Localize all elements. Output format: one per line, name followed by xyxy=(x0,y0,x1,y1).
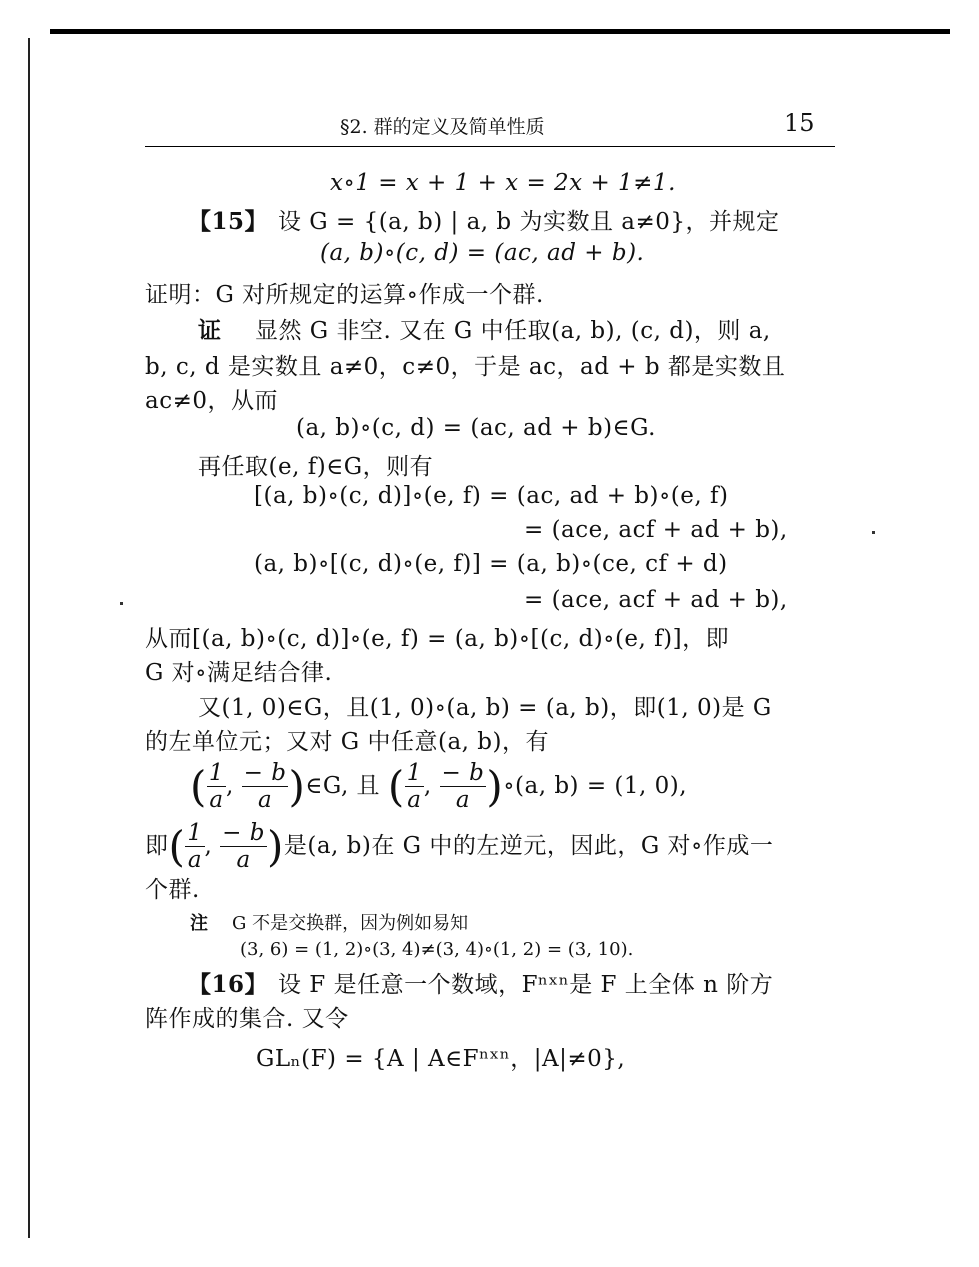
top-border-rule xyxy=(50,29,950,34)
associativity-equation-1b: = (ace, acf + ad + b), xyxy=(524,517,788,543)
paragraph-line: G 对∘满足结合律. xyxy=(145,660,333,686)
fraction-neg-b-over-a: $\frac{- b}{a}$ xyxy=(243,760,287,814)
problem-15-statement: 设 G = {(a, b) | a, b 为实数且 a≠0}，并规定 xyxy=(278,209,780,235)
left-paren: ( xyxy=(387,761,405,811)
note-label: 注 xyxy=(190,913,208,934)
associativity-equation-2b: = (ace, acf + ad + b), xyxy=(524,587,788,613)
paragraph-line: b, c, d 是实数且 a≠0，c≠0，于是 ac，ad + b 都是实数且 xyxy=(145,354,786,380)
paragraph-line: 阵作成的集合. 又令 xyxy=(145,1006,349,1032)
left-margin-rule xyxy=(28,38,30,1238)
right-paren: ) xyxy=(288,761,306,811)
fraction-neg-b-over-a: $\frac{- b}{a}$ xyxy=(222,820,265,874)
paragraph-line: ac≠0，从而 xyxy=(145,388,278,414)
inverse-equation: ( $\frac{1}{a}$ , $\frac{- b}{a}$ )∈G, 且 ( $\frac{1}{a}$ , $\frac{- b}{a}$ )∘(a, b) = (1, 0), xyxy=(190,760,688,814)
operation-definition: (a, b)∘(c, d) = (ac, ad + b). xyxy=(320,240,645,266)
general-linear-group-definition: GLₙ(F) = {A | A∈Fⁿˣⁿ，|A|≠0}, xyxy=(256,1046,626,1072)
closure-equation: (a, b)∘(c, d) = (ac, ad + b)∈G. xyxy=(296,415,656,441)
paragraph-line: 显然 G 非空. 又在 G 中任取(a, b), (c, d)，则 a, xyxy=(255,318,771,344)
problem-16-statement: 设 F 是任意一个数域，Fⁿˣⁿ是 F 上全体 n 阶方 xyxy=(278,972,774,998)
fraction-one-over-a: $\frac{1}{a}$ xyxy=(187,820,203,874)
left-paren: ( xyxy=(190,761,207,811)
note-equation: (3, 6) = (1, 2)∘(3, 4)≠(3, 4)∘(1, 2) = (3, 10). xyxy=(240,939,634,960)
paragraph-line: 个群. xyxy=(145,877,200,903)
paragraph-line: 的左单位元；又对 G 中任意(a, b)，有 xyxy=(145,729,549,755)
fraction-one-over-a: $\frac{1}{a}$ xyxy=(406,760,422,814)
running-header-title: §2. 群的定义及简单性质 xyxy=(340,116,545,138)
fraction-one-over-a: $\frac{1}{a}$ xyxy=(208,760,225,814)
header-rule xyxy=(145,146,835,147)
problem-15-goal: 证明：G 对所规定的运算∘作成一个群. xyxy=(145,282,544,308)
equation-line: x∘1 = x + 1 + x = 2x + 1≠1. xyxy=(330,170,676,196)
note-text: G 不是交换群，因为例如易知 xyxy=(232,913,469,934)
paragraph-line: 从而[(a, b)∘(c, d)]∘(e, f) = (a, b)∘[(c, d)∘(e, f)]，即 xyxy=(145,626,730,652)
right-paren: ) xyxy=(486,761,504,811)
associativity-equation-2: (a, b)∘[(c, d)∘(e, f)] = (a, b)∘(ce, cf + d) xyxy=(254,551,728,577)
proof-label: 证 xyxy=(198,317,222,344)
right-paren: ) xyxy=(266,821,284,871)
problem-number-15: 【15】 xyxy=(188,208,269,235)
left-inverse-statement: 即( $\frac{1}{a}$ , $\frac{- b}{a}$ )是(a, b)在 G 中的左逆元，因此，G 对∘作成一 xyxy=(145,820,774,874)
problem-number-16: 【16】 xyxy=(188,971,269,998)
scan-speck xyxy=(120,602,123,605)
paragraph-line: 再任取(e, f)∈G，则有 xyxy=(198,454,434,480)
paragraph-line: 又(1, 0)∈G，且(1, 0)∘(a, b) = (a, b)，即(1, 0)是 G xyxy=(198,695,772,721)
page-number: 15 xyxy=(784,109,815,137)
left-paren: ( xyxy=(168,821,186,871)
scan-speck xyxy=(872,531,875,534)
associativity-equation-1: [(a, b)∘(c, d)]∘(e, f) = (ac, ad + b)∘(e, f) xyxy=(254,483,729,509)
fraction-neg-b-over-a: $\frac{- b}{a}$ xyxy=(441,760,485,814)
